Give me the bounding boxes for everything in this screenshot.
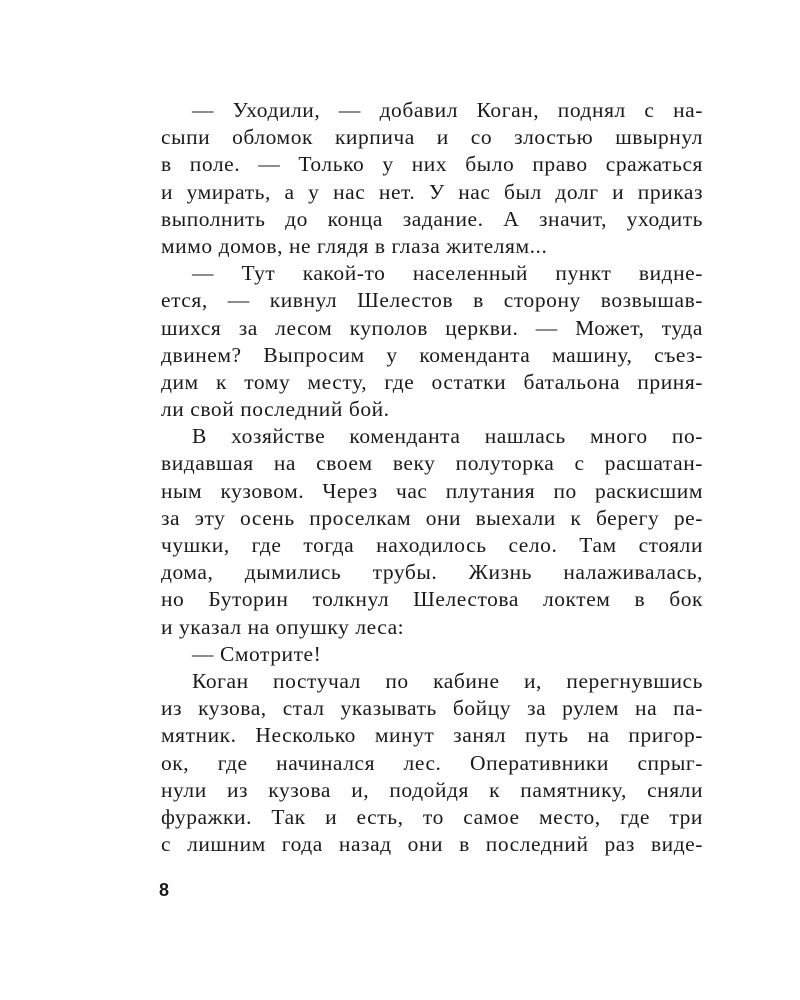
text-line: и умирать, а у нас нет. У нас был долг и приказ bbox=[161, 179, 703, 204]
text-line: с лишним года назад они в последний раз виде- bbox=[161, 832, 703, 857]
text-line: — Уходили, — добавил Коган, поднял с на- bbox=[192, 98, 703, 122]
text-line: ли свой последний бой. bbox=[161, 397, 390, 422]
text-line: Коган постучал по кабине и, перегнувшись bbox=[192, 668, 703, 693]
text-line: дома, дымились трубы. Жизнь налаживалась, bbox=[161, 560, 703, 585]
text-line: из кузова, стал указывать бойцу за рулем на па- bbox=[161, 696, 703, 721]
text-line: за эту осень проселкам они выехали к берегу ре- bbox=[161, 505, 703, 530]
text-line: мимо домов, не глядя в глаза жителям... bbox=[161, 233, 548, 258]
page-number: 8 bbox=[159, 880, 170, 900]
text-line: дим к тому месту, где остатки батальона приня- bbox=[161, 369, 703, 394]
text-line: — Тут какой-то населенный пункт видне- bbox=[192, 261, 703, 286]
body-text bbox=[161, 97, 703, 858]
text-line: чушки, где тогда находилось село. Там стояли bbox=[161, 533, 703, 557]
text-line: нули из кузова и, подойдя к памятнику, сняли bbox=[161, 777, 703, 802]
text-line: мятник. Несколько минут занял путь на пригор- bbox=[161, 723, 703, 748]
text-line: и указал на опушку леса: bbox=[161, 614, 405, 639]
text-line: ок, где начинался лес. Оперативники спрыг- bbox=[161, 750, 703, 775]
text-line: ется, — кивнул Шелестов в сторону возвышав- bbox=[161, 288, 703, 313]
text-line: В хозяйстве коменданта нашлась много по- bbox=[192, 424, 703, 449]
text-line: выполнить до конца задание. А значит, уходить bbox=[161, 206, 703, 231]
text-line: в поле. — Только у них было право сражаться bbox=[161, 152, 703, 177]
text-line: сыпи обломок кирпича и со злостью швырнул bbox=[161, 125, 703, 150]
text-line: двинем? Выпросим у коменданта машину, съез- bbox=[161, 342, 703, 367]
text-line: видавшая на своем веку полуторка с расшатан- bbox=[161, 451, 703, 476]
text-line: но Буторин толкнул Шелестова локтем в бок bbox=[161, 587, 703, 612]
text-line: шихся за лесом куполов церкви. — Может, туда bbox=[161, 315, 703, 340]
text-line: — Смотрите! bbox=[192, 641, 322, 666]
text-line: фуражки. Так и есть, то самое место, где три bbox=[161, 804, 703, 829]
text-line: ным кузовом. Через час плутания по раскисшим bbox=[161, 478, 703, 503]
